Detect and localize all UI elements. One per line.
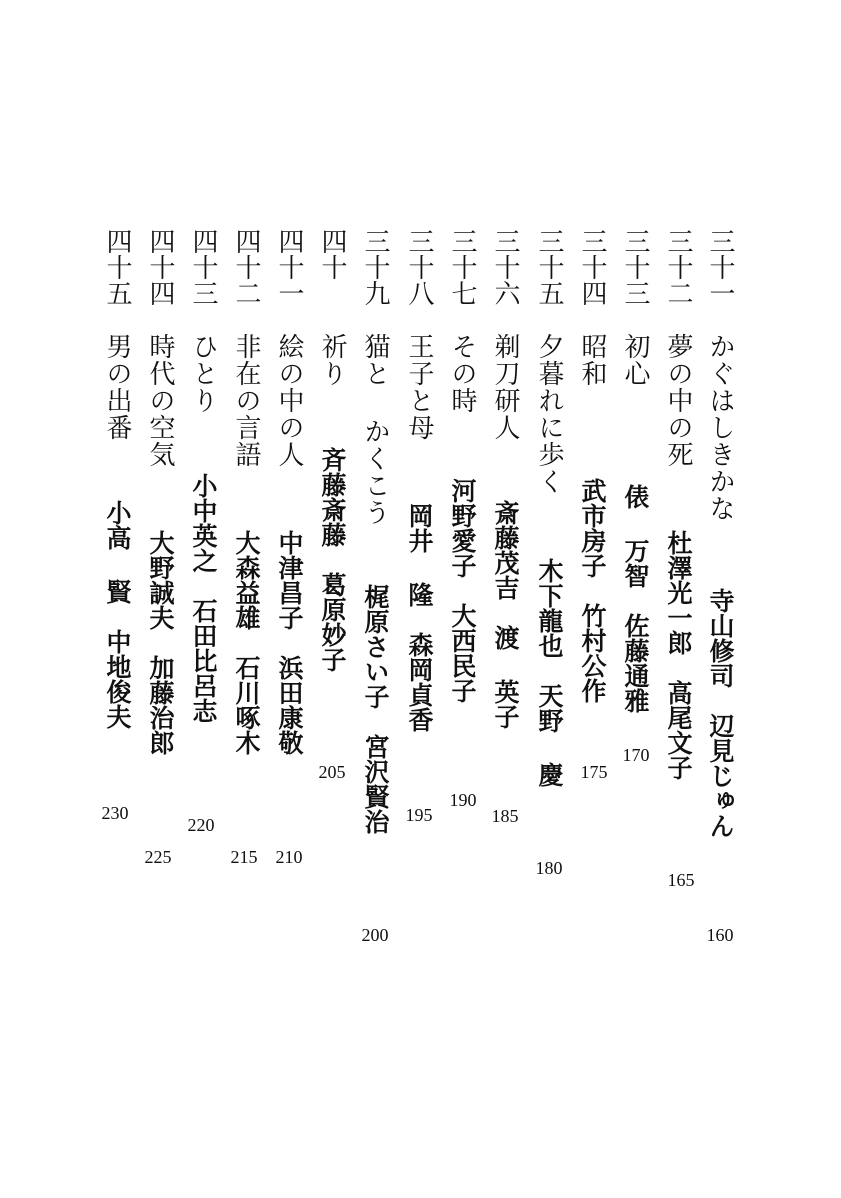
author-name: 森岡貞香 [405, 632, 434, 732]
chapter-title: 昭和 [577, 333, 607, 387]
author-name: 大西民子 [448, 603, 477, 703]
chapter-authors [97, 500, 137, 729]
page-number: 215 [230, 847, 258, 867]
chapter-number: 三十九 [360, 228, 390, 306]
chapter-authors [183, 473, 223, 723]
chapter-authors [529, 558, 569, 787]
toc-entry [485, 0, 525, 1198]
author-separator [146, 630, 175, 655]
author-separator [448, 578, 477, 603]
author-name: 天野 慶 [535, 683, 564, 787]
chapter-authors [355, 584, 395, 834]
page-number: 170 [622, 745, 650, 765]
toc-entry [355, 0, 395, 1198]
toc-entry [572, 0, 612, 1198]
chapter-number: 三十三 [620, 228, 650, 306]
chapter-number: 四十五 [102, 228, 132, 306]
author-name: 木下龍也 [535, 558, 564, 658]
author-name: 中津昌子 [275, 530, 304, 630]
author-separator [405, 607, 434, 632]
author-name: 小中英之 [189, 473, 218, 573]
author-name: 俵 万智 [621, 484, 650, 588]
author-name: 岡井 隆 [405, 503, 434, 607]
toc-entry [700, 0, 740, 1198]
chapter-number: 三十一 [705, 228, 735, 306]
page-number: 185 [491, 806, 519, 826]
page-number: 205 [318, 762, 346, 782]
author-separator [664, 655, 693, 680]
author-separator [232, 630, 261, 655]
chapter-authors [615, 484, 655, 713]
author-name: 高尾文子 [664, 680, 693, 780]
author-name: 大森益雄 [232, 530, 261, 630]
author-name: 石川啄木 [232, 655, 261, 755]
author-name: 斎藤茂吉 [491, 500, 520, 600]
chapter-title: 初心 [620, 333, 650, 387]
author-name: 中地俊夫 [103, 629, 132, 729]
chapter-authors [700, 588, 740, 838]
author-name: 辺見じゅん [706, 713, 735, 838]
author-name: 浜田康敬 [275, 655, 304, 755]
author-separator [491, 600, 520, 625]
toc-entry [615, 0, 655, 1198]
chapter-authors [658, 530, 698, 780]
author-name: 武市房子 [578, 478, 607, 578]
author-name: 河野愛子 [448, 478, 477, 578]
toc-entry [442, 0, 482, 1198]
page-number: 195 [405, 805, 433, 825]
chapter-authors [269, 530, 309, 755]
page-number: 165 [667, 870, 695, 890]
author-name: 寺山修司 [706, 588, 735, 688]
chapter-number: 四十三 [188, 228, 218, 306]
page-number: 160 [706, 925, 734, 945]
page-number: 210 [275, 847, 303, 867]
toc-entry [399, 0, 439, 1198]
author-name: 渡 英子 [491, 625, 520, 729]
chapter-authors [140, 530, 180, 755]
author-name: 加藤治郎 [146, 655, 175, 755]
chapter-authors [226, 530, 266, 755]
toc-entry [183, 0, 223, 1198]
chapter-number: 三十七 [447, 228, 477, 306]
chapter-title: かぐはしきかな [705, 333, 735, 522]
page-number: 180 [535, 858, 563, 878]
author-separator [318, 547, 347, 572]
chapter-title: 絵の中の人 [274, 333, 304, 468]
chapter-authors [572, 478, 612, 703]
author-name: 杜澤光一郎 [664, 530, 693, 655]
author-separator [103, 604, 132, 629]
chapter-title: 男の出番 [102, 333, 132, 441]
page-number: 190 [449, 790, 477, 810]
author-name: 石田比呂志 [189, 598, 218, 723]
author-name: 竹村公作 [578, 603, 607, 703]
page-number: 230 [101, 803, 129, 823]
chapter-authors [442, 478, 482, 703]
page-number: 175 [580, 762, 608, 782]
chapter-authors [485, 500, 525, 729]
author-name: 大野誠夫 [146, 530, 175, 630]
chapter-title: 夕暮れに歩く [534, 333, 564, 495]
chapter-title: ひとり [188, 333, 218, 414]
page-number: 200 [361, 925, 389, 945]
author-separator [361, 709, 390, 734]
chapter-number: 三十四 [577, 228, 607, 306]
chapter-title: 剃刀研人 [490, 333, 520, 441]
chapter-title: 時代の空気 [145, 333, 175, 468]
author-separator [275, 630, 304, 655]
author-separator [706, 688, 735, 713]
toc-entry [312, 0, 352, 1198]
page-number: 225 [144, 847, 172, 867]
toc-entry [269, 0, 309, 1198]
chapter-number: 四十四 [145, 228, 175, 306]
chapter-number: 三十二 [663, 228, 693, 306]
chapter-number: 四十二 [231, 228, 261, 306]
toc-entry [226, 0, 266, 1198]
chapter-title: その時 [447, 333, 477, 414]
author-separator [621, 588, 650, 613]
chapter-number: 四十 [317, 228, 347, 280]
chapter-title: 猫と かくこう [360, 333, 390, 526]
author-separator [578, 578, 607, 603]
author-separator [535, 658, 564, 683]
toc-entry [140, 0, 180, 1198]
author-name: 斉藤斎藤 [318, 447, 347, 547]
author-separator [189, 573, 218, 598]
chapter-title: 非在の言語 [231, 333, 261, 468]
chapter-title: 祈り [317, 333, 347, 387]
author-name: 梶原さい子 [361, 584, 390, 709]
chapter-number: 三十六 [490, 228, 520, 306]
toc-entry [97, 0, 137, 1198]
chapter-number: 三十五 [534, 228, 564, 306]
author-name: 小高 賢 [103, 500, 132, 604]
chapter-authors [399, 503, 439, 732]
toc-entry [529, 0, 569, 1198]
chapter-title: 夢の中の死 [663, 333, 693, 468]
chapter-title: 王子と母 [404, 333, 434, 441]
chapter-authors [312, 447, 352, 672]
chapter-number: 三十八 [404, 228, 434, 306]
author-name: 佐藤通雅 [621, 613, 650, 713]
toc-entry [658, 0, 698, 1198]
author-name: 宮沢賢治 [361, 734, 390, 834]
page-number: 220 [187, 815, 215, 835]
author-name: 葛原妙子 [318, 572, 347, 672]
chapter-number: 四十一 [274, 228, 304, 306]
